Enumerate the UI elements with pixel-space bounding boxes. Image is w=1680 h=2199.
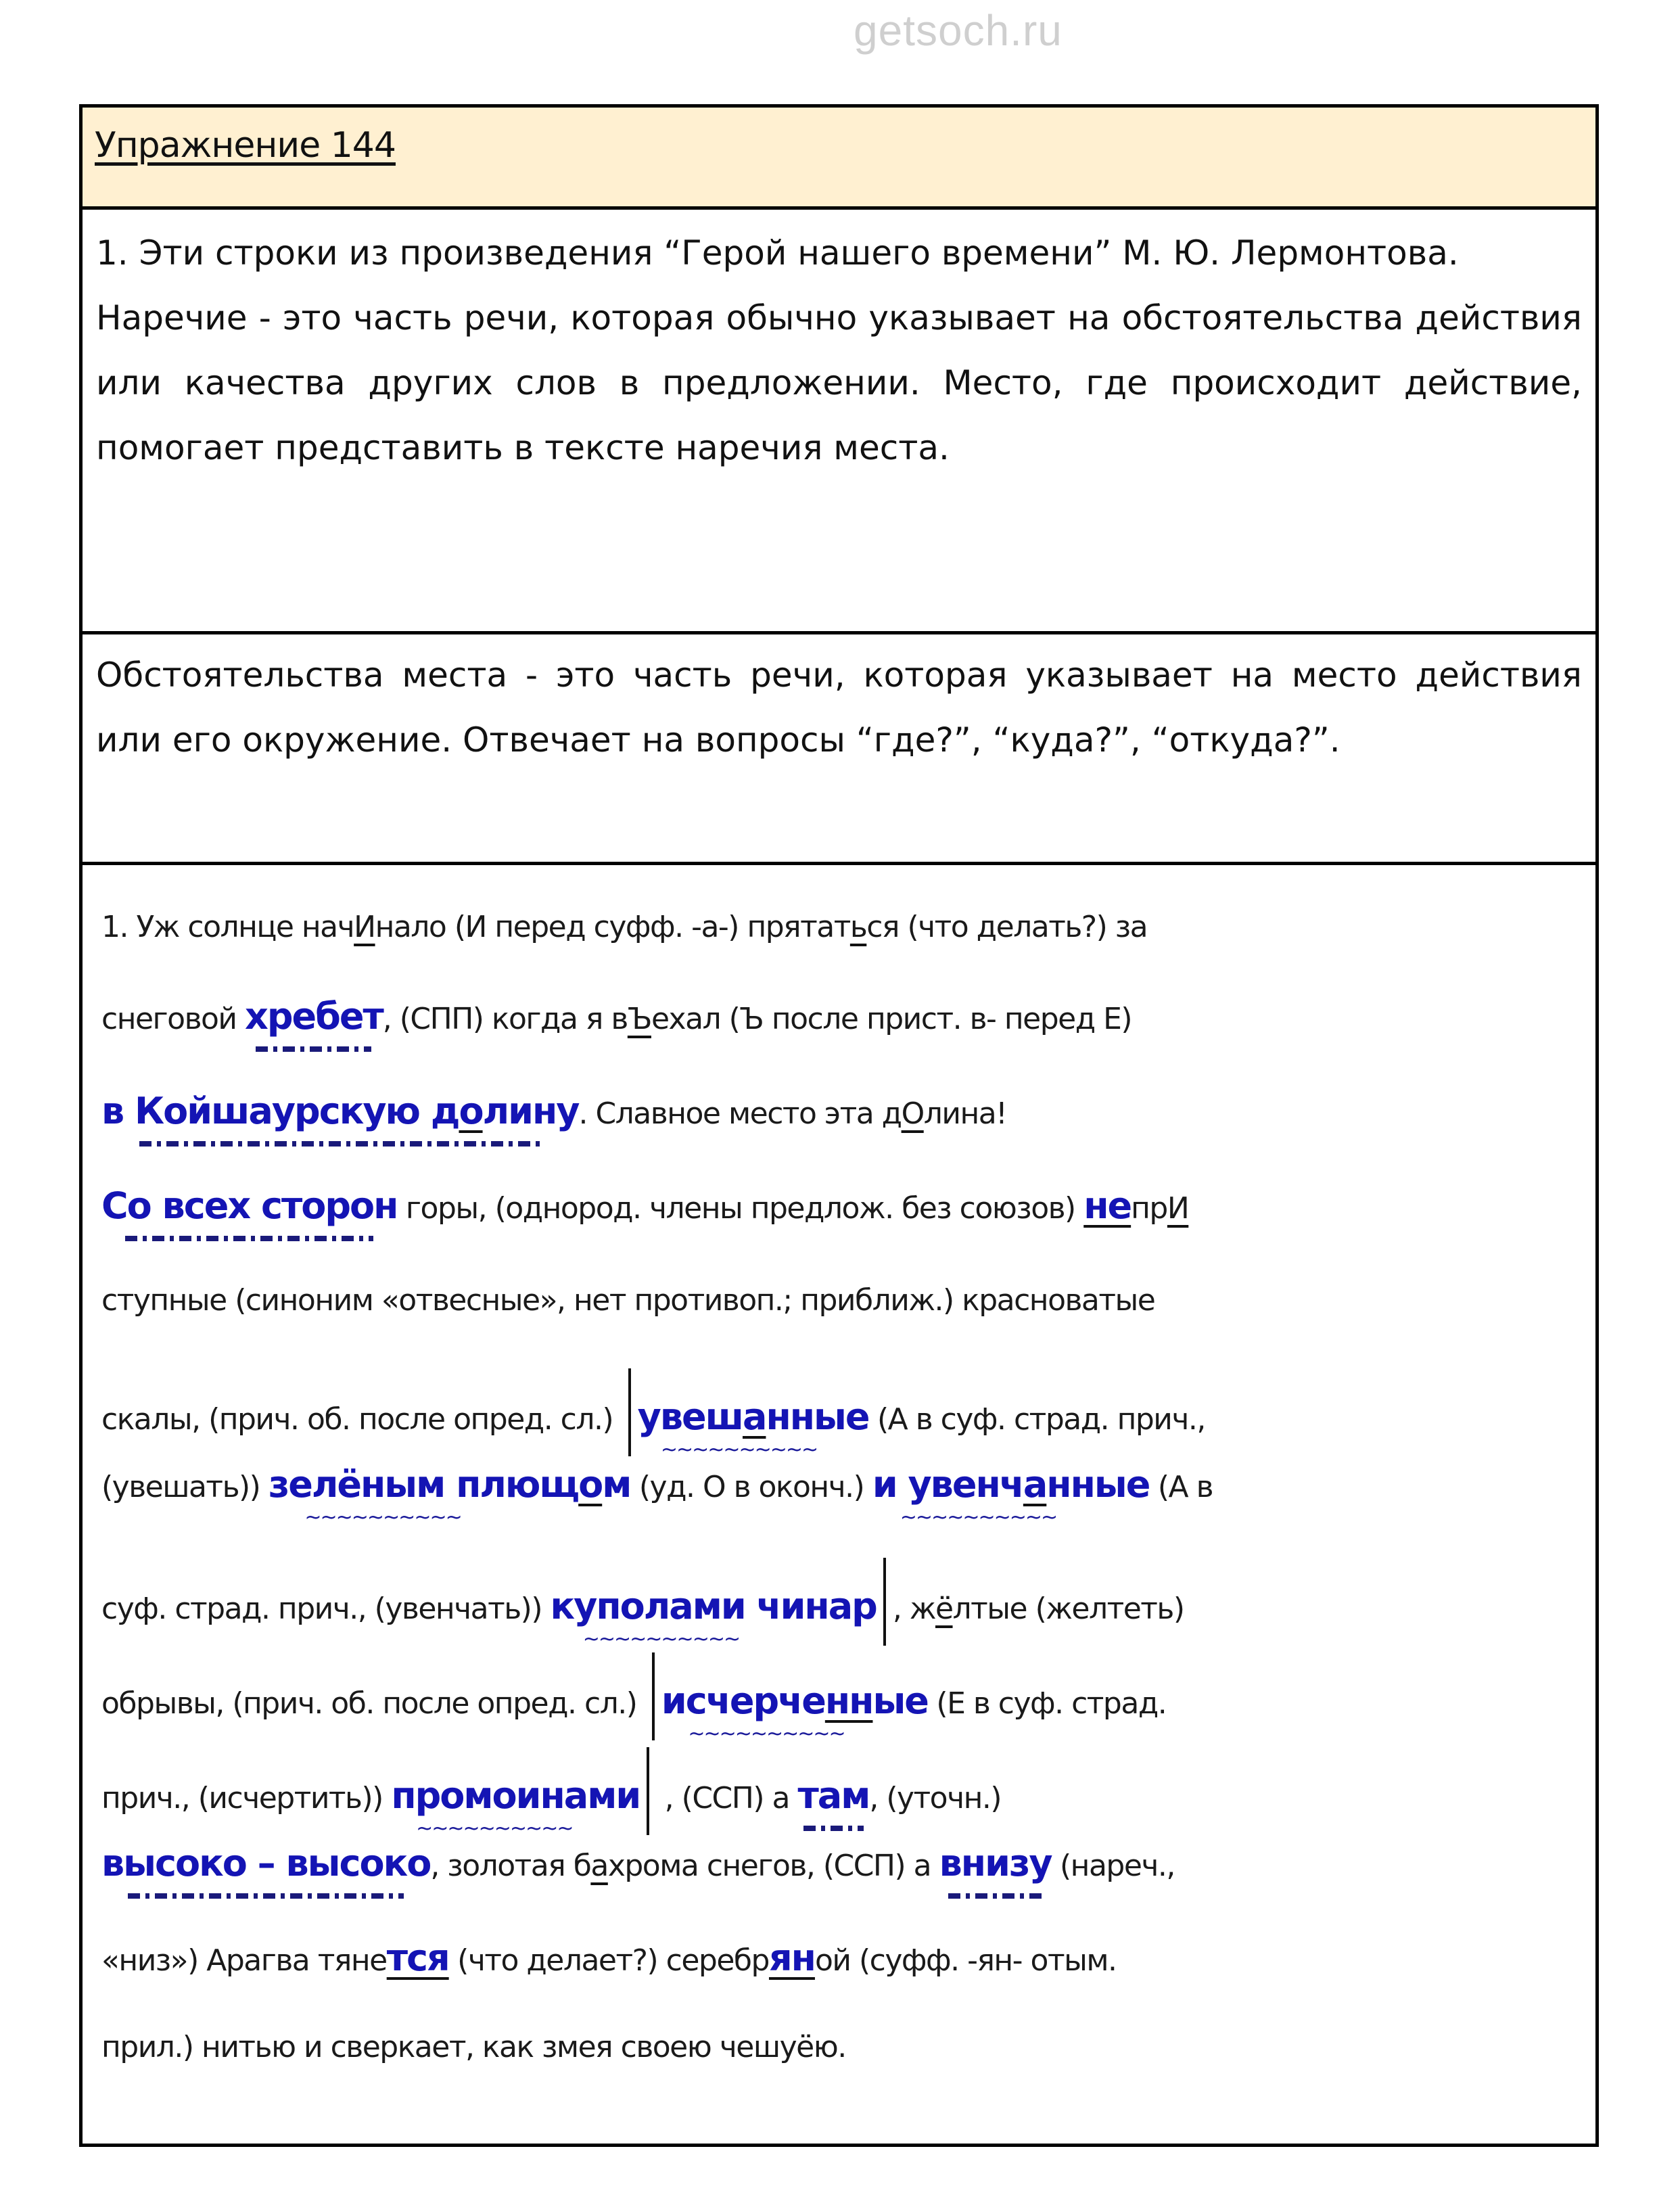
- text: нало (И перед суфф. -а-) прята: [375, 910, 834, 944]
- vowel-mark: ё: [935, 1592, 953, 1626]
- exercise-title: Упражнение 144: [95, 125, 396, 166]
- definition-section: [83, 631, 1595, 862]
- intro-paragraph-adverb: Наречие - это часть речи, которая обычно указывает на обстоятельства действия или качества других слов в предложении. Место, где происходит действие, помогает представить в тексте наречия места.: [96, 298, 1582, 467]
- participle: исчерче: [661, 1680, 825, 1722]
- vowel-mark: И: [354, 910, 375, 944]
- soft-sign-mark: ь: [849, 910, 867, 944]
- watermark: getsoch.ru: [854, 6, 1063, 55]
- definition-underline: ~~~~~~~~~~: [688, 1722, 845, 1746]
- suffix-mark: нн: [824, 1680, 873, 1722]
- intro-paragraph-source: 1. Эти строки из произведения “Герой нашего времени” М. Ю. Лермонтова.: [96, 233, 1459, 273]
- adverb-place: внизу: [939, 1842, 1052, 1884]
- phrase: куполами чинар: [550, 1585, 877, 1627]
- vowel-mark: о: [578, 1463, 603, 1506]
- text: (А в: [1149, 1470, 1213, 1504]
- analysis-line-5: [101, 1279, 1579, 1328]
- analysis-line-10: [101, 1747, 1579, 1841]
- ending-mark: тся: [386, 1937, 449, 1979]
- analysis-line-1: [101, 906, 1579, 954]
- suffix-mark: ян: [768, 1937, 815, 1979]
- exercise-table: [79, 104, 1599, 2147]
- definition-underline: ~~~~~~~~~~: [900, 1506, 1057, 1529]
- definition-underline: ~~~~~~~~~~: [304, 1506, 461, 1529]
- clause-boundary: [647, 1747, 649, 1835]
- text: , (ССП) а: [656, 1781, 798, 1815]
- analysis-line-11: [101, 1842, 1579, 1907]
- text: лина!: [923, 1096, 1007, 1131]
- analysis-line-12: [101, 1937, 1579, 1985]
- text: ступные (синоним «отвесные», нет противоп.; приближ.) красноватые: [101, 1283, 1155, 1318]
- definition-underline: ~~~~~~~~~~: [582, 1627, 740, 1651]
- analysis-section: [83, 862, 1595, 2144]
- hard-sign-mark: Ъ: [627, 1002, 651, 1036]
- analysis-line-8: [101, 1558, 1579, 1651]
- adverbial-underline: [128, 1893, 404, 1899]
- text: 1. Уж солнце нач: [101, 910, 354, 944]
- text: прич., (исчертить)): [101, 1781, 392, 1815]
- text: . Славное место эта д: [578, 1096, 902, 1131]
- text: ой (суфф. -ян- отым.: [814, 1943, 1117, 1978]
- participle: и увенч: [872, 1463, 1023, 1506]
- text: суф. страд. прич., (увенчать)): [101, 1592, 551, 1626]
- text: ехал (Ъ после прист. в- перед Е): [651, 1002, 1132, 1036]
- analysis-line-9: [101, 1652, 1579, 1746]
- adverbial-underline: [125, 1236, 373, 1241]
- definition-underline: ~~~~~~~~~~: [416, 1817, 573, 1841]
- text: , (СПП) когда я в: [382, 1002, 628, 1036]
- analysis-line-3: [101, 1090, 1579, 1155]
- adverbial-underline: [803, 1826, 864, 1831]
- vowel-mark: О: [901, 1096, 924, 1131]
- adverb-place: там: [797, 1774, 870, 1817]
- vowel-mark: о: [459, 1090, 483, 1132]
- definition-underline: ~~~~~~~~~~: [660, 1438, 818, 1462]
- adverbial-phrase: в Койшаурскую д: [101, 1090, 459, 1132]
- participle: нные: [1046, 1463, 1150, 1506]
- adverbial-underline: [256, 1046, 371, 1052]
- vowel-mark: а: [1023, 1463, 1047, 1506]
- text: снеговой: [101, 1002, 245, 1036]
- analysis-line-13: [101, 2026, 1579, 2075]
- text: хрома снегов, (ССП) а: [607, 1849, 939, 1883]
- analysis-line-2: [101, 995, 1579, 1060]
- text: лтые (желтеть): [952, 1592, 1184, 1626]
- subject-word: хребет: [245, 995, 383, 1038]
- analysis-line-4: [101, 1184, 1579, 1249]
- vowel-mark: И: [1167, 1191, 1189, 1226]
- analysis-line-6: [101, 1368, 1579, 1462]
- phrase: м: [602, 1463, 631, 1506]
- vowel-mark: а: [742, 1395, 766, 1438]
- phrase: зелёным плющ: [268, 1463, 579, 1506]
- clause-boundary: [628, 1368, 631, 1456]
- adverb-place: высоко – высоко: [101, 1842, 431, 1884]
- definition-text: Обстоятельства места - это часть речи, которая указывает на место действия или его окружение. Отвечает на вопросы “где?”, “куда?”, “откуда?”.: [96, 655, 1582, 760]
- text: , золотая б: [430, 1849, 591, 1883]
- text: (нареч.,: [1051, 1849, 1175, 1883]
- clause-boundary: [652, 1652, 655, 1740]
- text: «низ») Арагва тяне: [101, 1943, 387, 1978]
- text: (что делает?) серебр: [448, 1943, 769, 1978]
- text: горы, (однород. члены предлож. без союзов): [397, 1191, 1084, 1226]
- text: ся (что делать?) за: [866, 910, 1148, 944]
- text: скалы, (прич. об. после опред. сл.): [101, 1402, 622, 1437]
- text: обрывы, (прич. об. после опред. сл.): [101, 1686, 645, 1721]
- analysis-line-7: [101, 1463, 1579, 1528]
- adverbial-underline: [948, 1893, 1042, 1899]
- text: (уд. О в оконч.): [630, 1470, 872, 1504]
- text: (А в суф. страд. прич.,: [868, 1402, 1205, 1437]
- participle: нные: [766, 1395, 869, 1438]
- adverbial-phrase: лину: [482, 1090, 579, 1132]
- prefix-mark: не: [1083, 1184, 1131, 1227]
- text: (Е в суф. страд.: [927, 1686, 1167, 1721]
- exercise-header: [83, 108, 1595, 206]
- text: , (уточн.): [869, 1781, 1001, 1815]
- participle: увеш: [637, 1395, 743, 1438]
- phrase: промоинами: [391, 1774, 640, 1817]
- text: прил.) нитью и сверкает, как змея своею чешуёю.: [101, 2030, 846, 2064]
- text: (увешать)): [101, 1470, 269, 1504]
- participle: ые: [872, 1680, 928, 1722]
- text: , ж: [892, 1592, 935, 1626]
- vowel-mark: а: [590, 1849, 608, 1883]
- adverbial-phrase: Со всех сторон: [101, 1184, 398, 1227]
- text: т: [833, 910, 850, 944]
- text: пр: [1131, 1191, 1167, 1226]
- adverbial-underline: [139, 1141, 540, 1147]
- clause-boundary: [883, 1558, 886, 1646]
- intro-section: [83, 206, 1595, 631]
